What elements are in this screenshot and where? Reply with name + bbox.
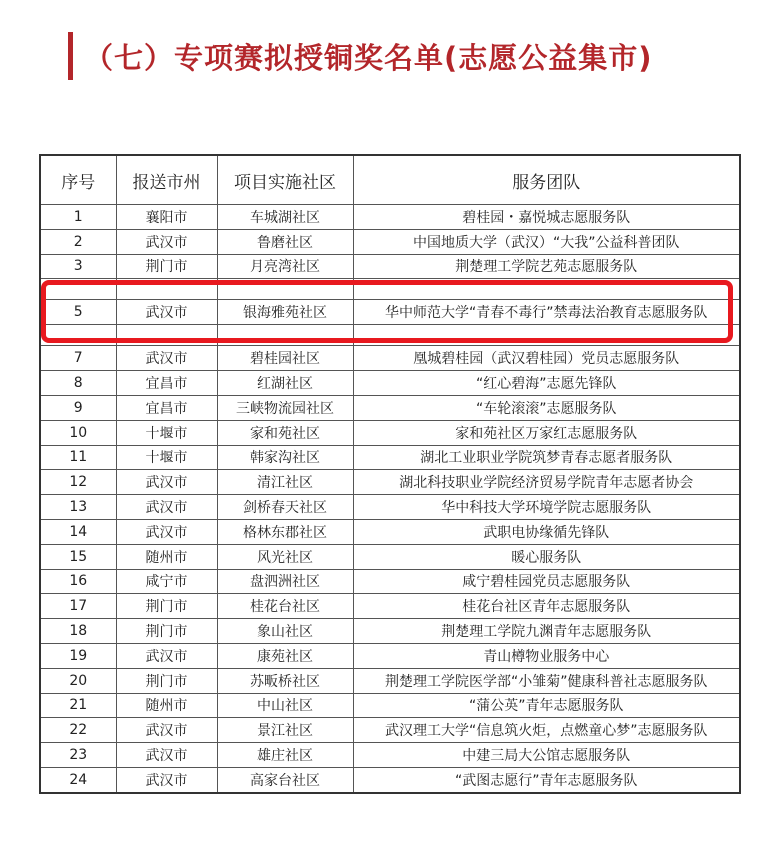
cell-community: 碧桂园社区 [217,346,353,371]
cell-community: 象山社区 [217,619,353,644]
award-table [39,154,741,794]
cell-team: “蒲公英”青年志愿服务队 [353,693,740,718]
cell-no: 22 [40,718,116,743]
cell-community: 剑桥春天社区 [217,495,353,520]
cell-no: 15 [40,544,116,569]
table-row [40,346,740,371]
table-row [40,544,740,569]
cell-no: 18 [40,619,116,644]
cell-no: 12 [40,470,116,495]
table-row [40,420,740,445]
cell-team: 家和苑社区万家红志愿服务队 [353,420,740,445]
cell-no [40,325,116,346]
cell-city: 随州市 [116,693,217,718]
cell-city: 武汉市 [116,229,217,254]
cell-no: 21 [40,693,116,718]
cell-no: 9 [40,395,116,420]
cell-team: 暖心服务队 [353,544,740,569]
cell-no: 1 [40,205,116,230]
table-row [40,395,740,420]
table-body [40,205,740,793]
column-header-no: 序号 [40,155,116,205]
cell-city: 武汉市 [116,346,217,371]
table-row [40,743,740,768]
table-row [40,300,740,325]
cell-community: 家和苑社区 [217,420,353,445]
cell-city: 荆门市 [116,668,217,693]
cell-no: 24 [40,767,116,792]
table-row [40,205,740,230]
cell-no: 11 [40,445,116,470]
cell-community [217,325,353,346]
cell-community: 桂花台社区 [217,594,353,619]
table-row [40,693,740,718]
cell-team: 桂花台社区青年志愿服务队 [353,594,740,619]
table-row [40,254,740,279]
cell-team: 荆楚理工学院医学部“小雏菊”健康科普社志愿服务队 [353,668,740,693]
cell-city: 武汉市 [116,718,217,743]
cell-community: 景江社区 [217,718,353,743]
table-row [40,619,740,644]
table-row [40,229,740,254]
cell-team: 湖北科技职业学院经济贸易学院青年志愿者协会 [353,470,740,495]
cell-city: 武汉市 [116,300,217,325]
cell-community: 格林东郡社区 [217,519,353,544]
cell-no: 23 [40,743,116,768]
table-row [40,668,740,693]
cell-city: 荆门市 [116,254,217,279]
cell-community: 康苑社区 [217,643,353,668]
cell-city: 武汉市 [116,470,217,495]
table-row [40,495,740,520]
cell-city: 武汉市 [116,519,217,544]
cell-community: 韩家沟社区 [217,445,353,470]
cell-no: 7 [40,346,116,371]
table-row [40,445,740,470]
cell-city [116,279,217,300]
cell-no: 20 [40,668,116,693]
cell-city: 随州市 [116,544,217,569]
cell-city: 襄阳市 [116,205,217,230]
cell-city: 十堰市 [116,420,217,445]
table-row [40,371,740,396]
cell-city [116,325,217,346]
cell-team: 武职电协缘循先锋队 [353,519,740,544]
table-row [40,767,740,792]
cell-team: 中国地质大学（武汉）“大我”公益科普团队 [353,229,740,254]
cell-city: 宜昌市 [116,395,217,420]
cell-team: “车轮滚滚”志愿服务队 [353,395,740,420]
cell-team: 荆楚理工学院九渊青年志愿服务队 [353,619,740,644]
table-row [40,470,740,495]
cell-community: 红湖社区 [217,371,353,396]
cell-city: 十堰市 [116,445,217,470]
cell-no: 8 [40,371,116,396]
cell-city: 荆门市 [116,619,217,644]
cell-community [217,279,353,300]
cell-community: 三峡物流园社区 [217,395,353,420]
cell-city: 武汉市 [116,743,217,768]
cell-team: 华中师范大学“青春不毒行”禁毒法治教育志愿服务队 [353,300,740,325]
table-row [40,279,740,300]
cell-no: 17 [40,594,116,619]
cell-community: 中山社区 [217,693,353,718]
cell-team: 武汉理工大学“信息筑火炬，点燃童心梦”志愿服务队 [353,718,740,743]
cell-team: “红心碧海”志愿先锋队 [353,371,740,396]
table-row [40,643,740,668]
cell-no: 13 [40,495,116,520]
cell-community: 风光社区 [217,544,353,569]
page-title: （七）专项赛拟授铜奖名单(志愿公益集市) [84,41,653,75]
cell-team: 咸宁碧桂园党员志愿服务队 [353,569,740,594]
cell-no [40,279,116,300]
table-row [40,594,740,619]
cell-no: 16 [40,569,116,594]
cell-community: 车城湖社区 [217,205,353,230]
cell-community: 清江社区 [217,470,353,495]
cell-team: “武图志愿行”青年志愿服务队 [353,767,740,792]
cell-city: 荆门市 [116,594,217,619]
cell-team [353,325,740,346]
cell-no: 14 [40,519,116,544]
cell-city: 宜昌市 [116,371,217,396]
cell-team [353,279,740,300]
cell-team: 中建三局大公馆志愿服务队 [353,743,740,768]
cell-team: 荆楚理工学院艺苑志愿服务队 [353,254,740,279]
cell-no: 5 [40,300,116,325]
cell-community: 鲁磨社区 [217,229,353,254]
cell-community: 高家台社区 [217,767,353,792]
cell-community: 盘泗洲社区 [217,569,353,594]
table-row [40,569,740,594]
cell-team: 青山樽物业服务中心 [353,643,740,668]
table-row [40,325,740,346]
column-header-community: 项目实施社区 [217,155,353,205]
cell-city: 武汉市 [116,767,217,792]
column-header-city: 报送市州 [116,155,217,205]
cell-no: 19 [40,643,116,668]
cell-team: 湖北工业职业学院筑梦青春志愿者服务队 [353,445,740,470]
cell-team: 碧桂园・嘉悦城志愿服务队 [353,205,740,230]
cell-community: 月亮湾社区 [217,254,353,279]
title-accent-bar [68,32,73,80]
cell-team: 凰城碧桂园（武汉碧桂园）党员志愿服务队 [353,346,740,371]
cell-city: 武汉市 [116,495,217,520]
cell-city: 咸宁市 [116,569,217,594]
cell-team: 华中科技大学环境学院志愿服务队 [353,495,740,520]
table-row [40,519,740,544]
column-header-team: 服务团队 [353,155,740,205]
cell-community: 雄庄社区 [217,743,353,768]
cell-community: 银海雅苑社区 [217,300,353,325]
cell-community: 苏畈桥社区 [217,668,353,693]
cell-no: 2 [40,229,116,254]
cell-city: 武汉市 [116,643,217,668]
cell-no: 10 [40,420,116,445]
cell-no: 3 [40,254,116,279]
table-row [40,718,740,743]
table-header-row [40,155,740,205]
